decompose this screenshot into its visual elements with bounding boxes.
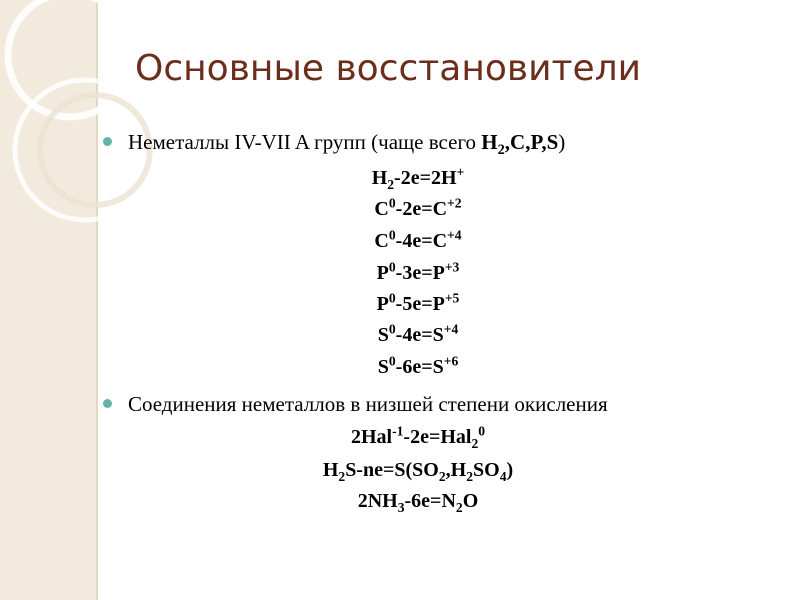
equation-line: $C^0-2e=C^{+2}$ bbox=[374, 195, 462, 220]
equation-line: 2Hal$^{-1}$-2e=Hal$_2^0$ bbox=[350, 423, 486, 451]
bullet-nonmetals bbox=[103, 130, 566, 159]
bullet-text: Соединения неметаллов в низшей степени окисления bbox=[128, 392, 608, 416]
bullet-text: Неметаллы IV-VII A групп (чаще всего $H_2,C,P,S$) bbox=[128, 130, 566, 159]
equation-line: $P^0-5e=P^{+5}$ bbox=[376, 290, 460, 315]
equation-line: $C^0-4e=C^{+4}$ bbox=[374, 227, 462, 252]
bullet-compounds bbox=[103, 392, 608, 417]
equation-line: $S^0-6e=S^{+6}$ bbox=[377, 353, 459, 378]
bullet-dot-icon bbox=[103, 137, 112, 146]
bullet-dot-icon bbox=[103, 399, 112, 408]
equation-line: $2NH_3-6e=N_2O$ bbox=[357, 490, 479, 515]
equation-line: $H_2-2e=2H^+$ bbox=[371, 164, 465, 192]
equation-line: $P^0-3e=P^{+3}$ bbox=[376, 259, 460, 284]
equation-line: $H_2S-ne=S(SO_2,H_2SO_4)$ bbox=[322, 459, 514, 484]
equation-line: $S^0-4e=S^{+4}$ bbox=[377, 321, 459, 346]
slide-title: Основные восстановители bbox=[135, 48, 642, 89]
